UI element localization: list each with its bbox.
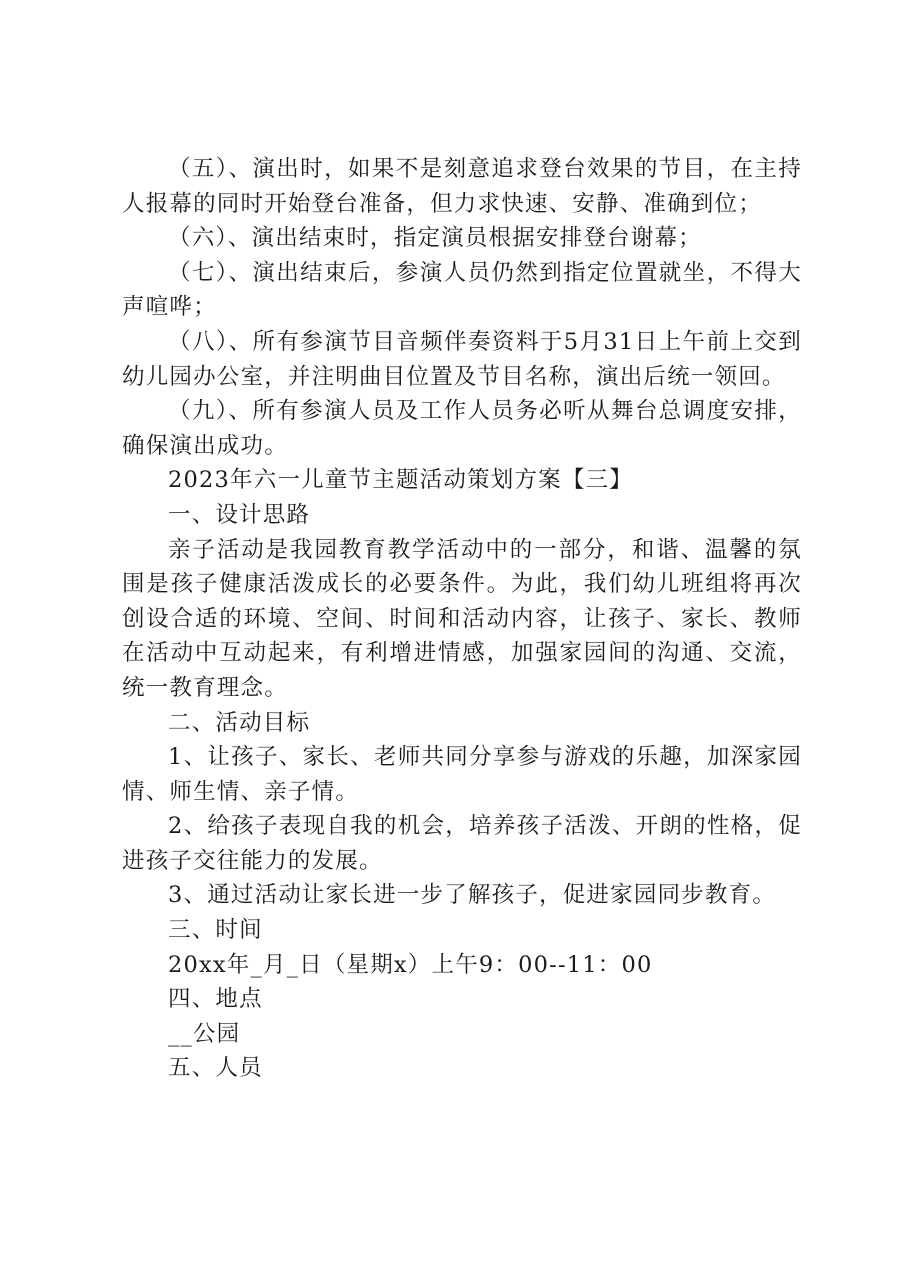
paragraph-item-9: （九）、所有参演人员及工作人员务必听从舞台总调度安排，确保演出成功。	[122, 398, 802, 459]
paragraph-goal-1: 1、让孩子、家长、老师共同分享参与游戏的乐趣，加深家园情、师生情、亲子情。	[122, 744, 802, 805]
heading-design-idea: 一、设计思路	[168, 501, 311, 528]
paragraph-goal-3: 3、通过活动让家长进一步了解孩子，促进家园同步教育。	[168, 882, 777, 909]
section-title: 2023年六一儿童节主题活动策划方案【三】	[168, 467, 633, 494]
heading-location: 四、地点	[168, 986, 263, 1013]
paragraph-design-idea: 亲子活动是我园教育教学活动中的一部分，和谐、温馨的氛围是孩子健康活泼成长的必要条件。为此，我们幼儿班组将再次创设合适的环境、空间、时间和活动内容，让孩子、家长、教师在活动中互动起来，有利增进情感，加强家园间的沟通、交流，统一教育理念。	[122, 536, 802, 701]
heading-time: 三、时间	[168, 917, 263, 944]
document-body	[122, 152, 802, 1086]
paragraph-location: __公园	[168, 1020, 241, 1047]
paragraph-item-7: （七）、演出结束后，参演人员仍然到指定位置就坐，不得大声喧哗；	[122, 259, 802, 321]
paragraph-goal-2: 2、给孩子表现自我的机会，培养孩子活泼、开朗的性格，促进孩子交往能力的发展。	[122, 813, 802, 874]
heading-goals: 二、活动目标	[168, 709, 311, 736]
heading-personnel: 五、人员	[168, 1055, 263, 1082]
paragraph-time: 20xx年_月_日（星期x）上午9：00--11：00	[168, 951, 653, 978]
paragraph-item-6: （六）、演出结束时，指定演员根据安排登台谢幕；	[168, 225, 702, 252]
paragraph-item-8: （八）、所有参演节目音频伴奏资料于5月31日上午前上交到幼儿园办公室，并注明曲目位置及节目名称，演出后统一领回。	[122, 328, 802, 390]
paragraph-item-5: （五）、演出时，如果不是刻意追求登台效果的节目，在主持人报幕的同时开始登台准备，但力求快速、安静、准确到位；	[122, 156, 802, 217]
